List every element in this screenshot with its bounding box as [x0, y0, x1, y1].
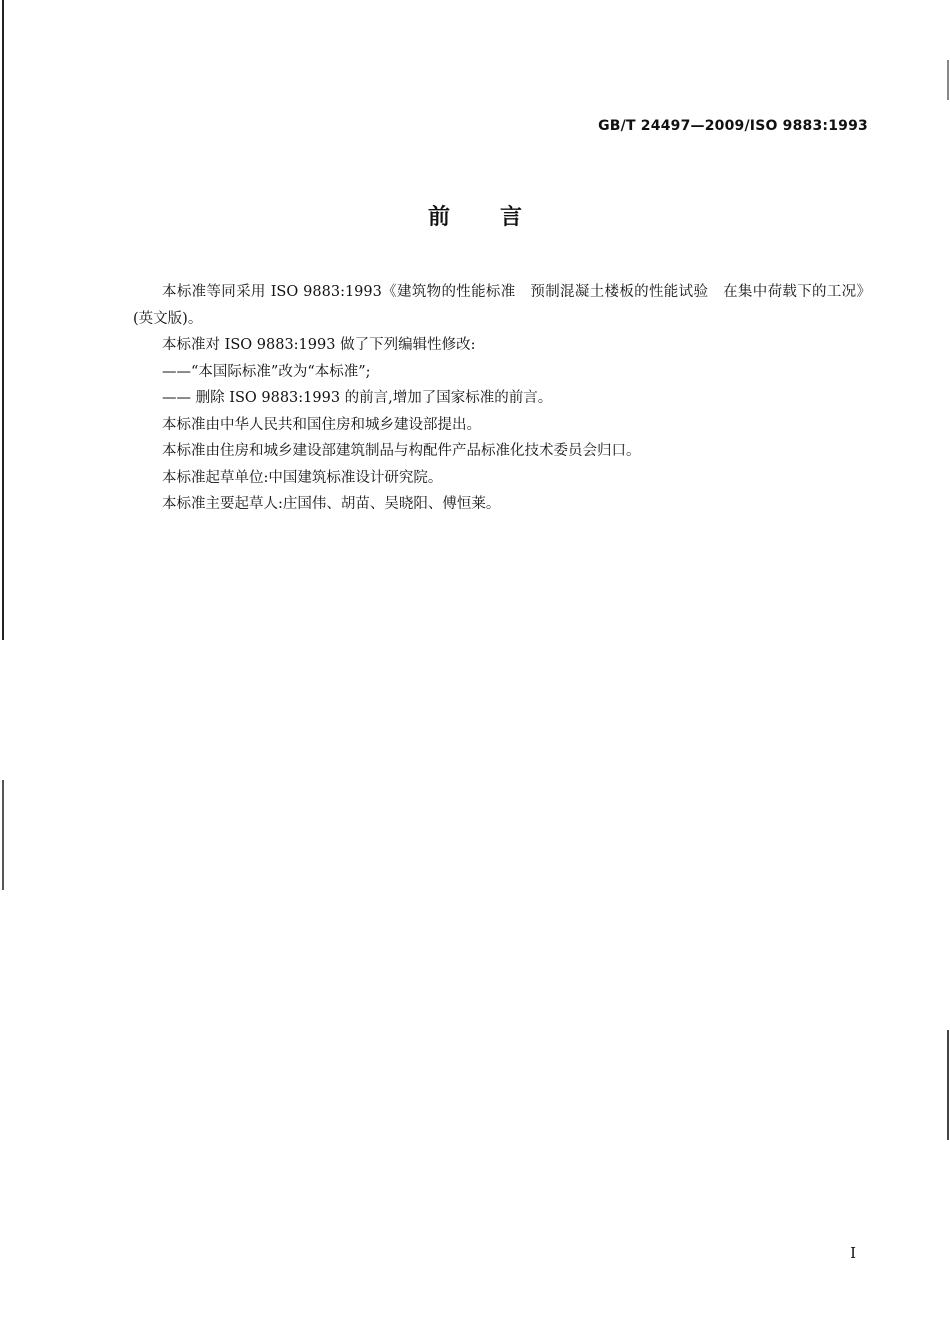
- paragraph-modifications-intro: 本标准对 ISO 9883:1993 做了下列编辑性修改:: [162, 337, 476, 353]
- paragraph-modification-1: ——“本国际标准”改为“本标准”;: [162, 363, 371, 380]
- scan-edge-mark: [947, 60, 949, 100]
- paragraph-modification-2: —— 删除 ISO 9883:1993 的前言,增加了国家标准的前言。: [162, 390, 553, 406]
- scan-edge-mark: [2, 0, 4, 640]
- paragraph-administered-by: 本标准由住房和城乡建设部建筑制品与构配件产品标准化技术委员会归口。: [162, 443, 641, 459]
- standard-number: GB/T 24497—2009/ISO 9883:1993: [598, 118, 868, 134]
- page-title: 前言: [427, 205, 572, 230]
- paragraph-drafting-unit: 本标准起草单位:中国建筑标准设计研究院。: [162, 469, 443, 486]
- foreword-body: [133, 279, 871, 518]
- paragraph-drafters: 本标准主要起草人:庄国伟、胡苗、吴晓阳、傅恒莱。: [162, 496, 501, 512]
- scan-edge-mark: [947, 1030, 949, 1140]
- page-number: I: [850, 1244, 856, 1262]
- paragraph-adoption: 本标准等同采用 ISO 9883:1993《建筑物的性能标准 预制混凝土楼板的性能试验 在集中荷载下的工况》(英文版)。: [133, 284, 871, 327]
- paragraph-proposed-by: 本标准由中华人民共和国住房和城乡建设部提出。: [162, 416, 481, 433]
- scan-edge-mark: [2, 780, 4, 890]
